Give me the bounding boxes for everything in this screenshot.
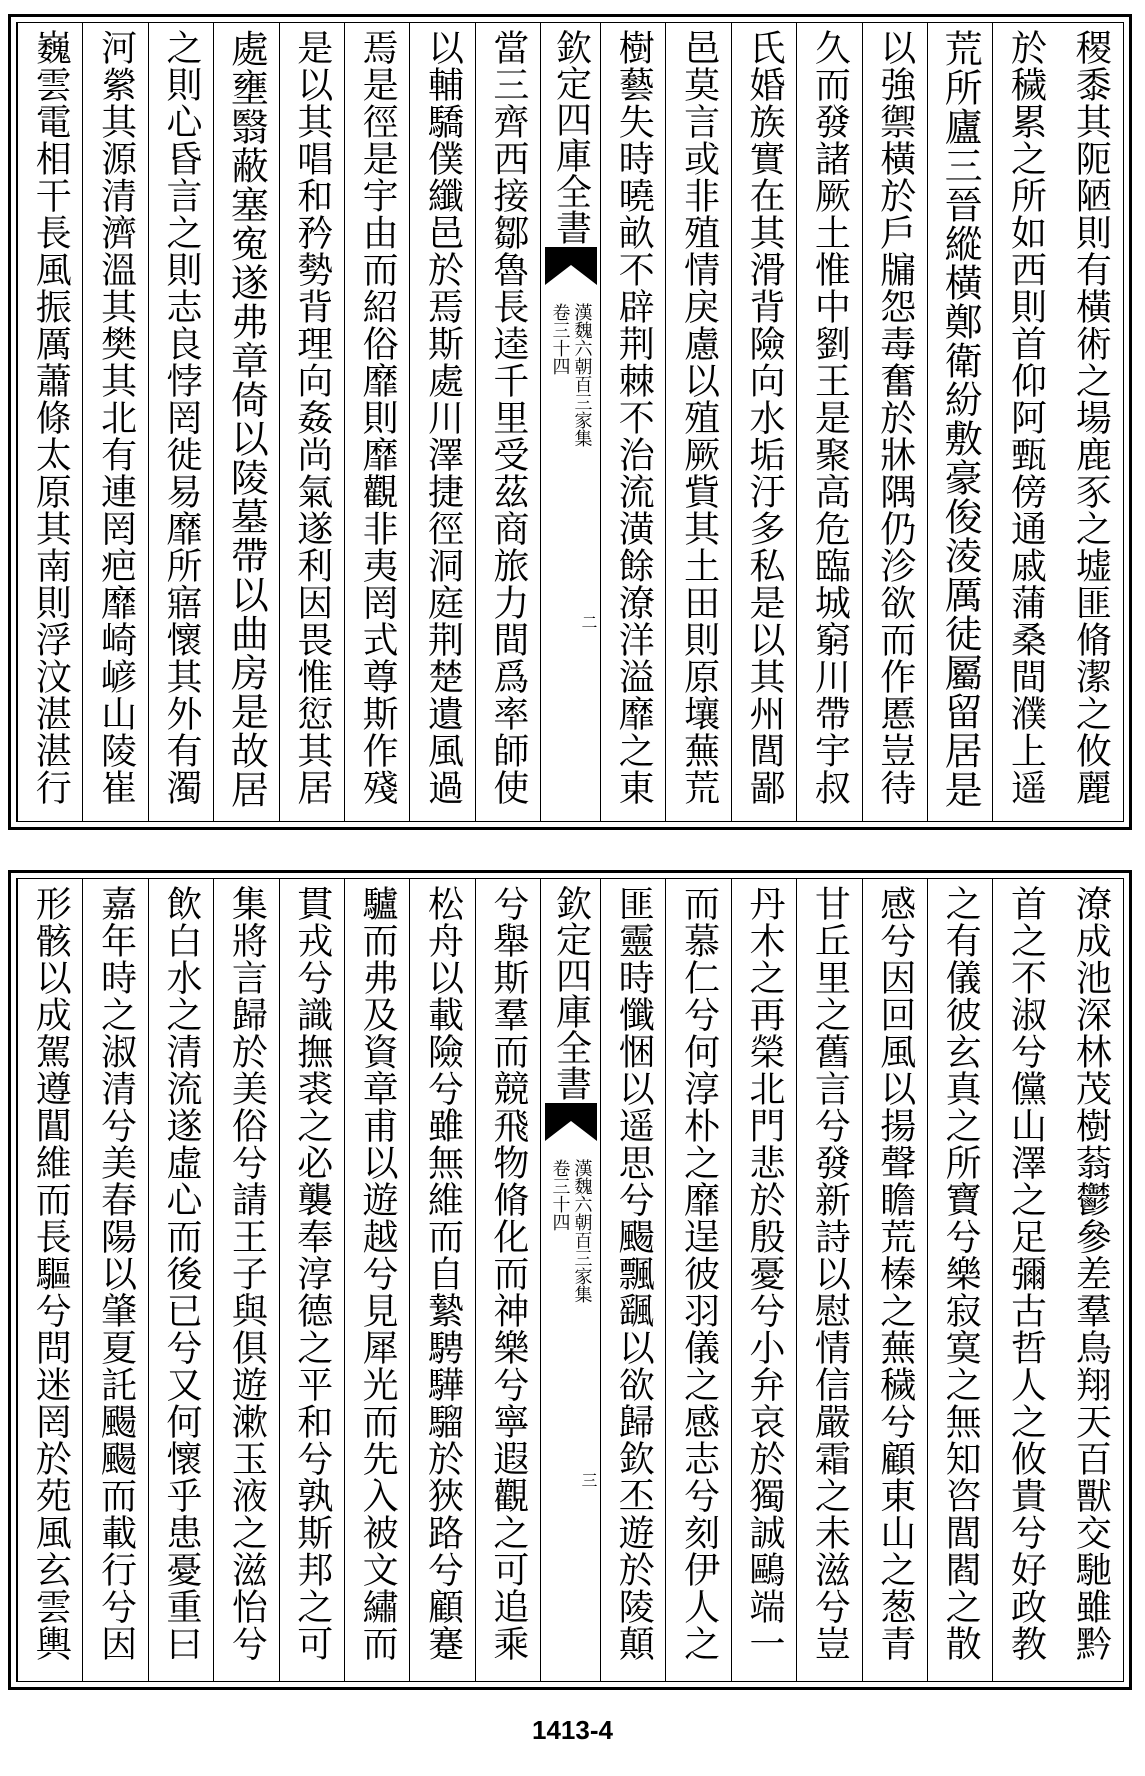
fish-tail-shape bbox=[545, 1103, 597, 1141]
collection-name: 漢魏六朝百三家集 bbox=[571, 1159, 593, 1303]
column-text: 稷黍其阨陋則有橫術之場鹿豕之墟匪脩潔之攸麗 bbox=[1070, 29, 1112, 806]
column-text: 而慕仁兮何淳朴之靡逞彼羽儀之感志兮刻伊人之 bbox=[678, 885, 720, 1662]
top-page-frame bbox=[16, 22, 1124, 822]
column-text: 以強禦橫於戶牖怨毒奮於牀隅仍沴欲而作慝豈待 bbox=[874, 29, 916, 806]
page-number: 1413-4 bbox=[532, 1715, 613, 1745]
text-column bbox=[992, 879, 1057, 1681]
center-fold-column bbox=[540, 23, 600, 821]
volume-info bbox=[545, 303, 596, 447]
text-column bbox=[475, 879, 540, 1681]
center-fold-column bbox=[540, 879, 600, 1681]
text-column bbox=[862, 23, 927, 821]
text-column bbox=[1058, 879, 1123, 1681]
text-column bbox=[213, 879, 278, 1681]
column-text: 氏婚族實在其滑背險向水垢汙多私是以其州閭鄙 bbox=[743, 29, 785, 806]
column-text: 飲白水之清流遂虛心而後已兮又何懷乎患憂重曰 bbox=[160, 885, 202, 1662]
column-text: 樹藝失時曉畝不辟荆棘不治流潢餘潦洋溢靡之東 bbox=[613, 29, 655, 806]
text-column bbox=[665, 879, 730, 1681]
column-text: 荒所廬三晉縱橫鄭衛紛敷豪俊淩厲徒屬留居是 bbox=[938, 29, 983, 809]
bottom-page bbox=[8, 870, 1132, 1690]
bottom-page-frame bbox=[16, 878, 1124, 1682]
column-text: 集將言歸於美俗兮請王子與俱遊漱玉液之滋怡兮 bbox=[226, 885, 268, 1662]
text-column bbox=[82, 879, 147, 1681]
text-column bbox=[796, 879, 861, 1681]
column-text: 久而發諸厥土惟中劉王是聚高危臨城窮川帶宇叔 bbox=[809, 29, 851, 806]
column-text: 之有儀彼玄真之所寶兮樂寂寞之無知咨閭閻之散 bbox=[940, 885, 982, 1662]
column-text: 巍雲電相干長風振厲蕭條太原其南則浮汶湛湛行 bbox=[30, 29, 72, 806]
book-title: 欽定四庫全書 bbox=[550, 885, 592, 1101]
column-text: 形骸以成駕遵閶維而長驅兮問迷罔於苑風玄雲輿 bbox=[30, 885, 72, 1662]
column-text: 當三齊西接鄒魯長逵千里受茲商旅力間爲率師使 bbox=[487, 29, 529, 806]
column-text: 河縈其源清濟溫其樊其北有連罔疤靡崎嵃山陵崔 bbox=[95, 29, 137, 806]
column-text: 潦成池深林茂樹蓊鬱參差羣鳥翔天百獸交馳雖黔 bbox=[1070, 885, 1112, 1662]
column-text: 感兮因回風以揚聲瞻荒榛之蕪穢兮顧東山之葱青 bbox=[874, 885, 916, 1662]
text-column bbox=[409, 23, 474, 821]
column-text: 松舟以載險兮雖無維而自縶騁驊騮於狹路兮顧蹇 bbox=[422, 885, 464, 1662]
collection-name: 漢魏六朝百三家集 bbox=[571, 303, 593, 447]
text-column bbox=[600, 879, 665, 1681]
leaf-number: 三 bbox=[579, 1472, 598, 1489]
text-column bbox=[344, 23, 409, 821]
column-text: 驢而弗及資章甫以遊越兮見犀光而先入被文繡而 bbox=[357, 885, 399, 1662]
text-column bbox=[665, 23, 730, 821]
text-column bbox=[409, 879, 474, 1681]
text-column bbox=[344, 879, 409, 1681]
column-text: 丹木之再榮北門悲於殷憂兮小弁哀於獨誠鷗端一 bbox=[743, 885, 785, 1662]
text-column bbox=[279, 879, 344, 1681]
text-column bbox=[17, 23, 82, 821]
column-text: 匪靈時懺悃以遥思兮颺飄颻以欲歸欽丕遊於陵顛 bbox=[613, 885, 655, 1662]
fish-tail-shape bbox=[545, 247, 597, 285]
text-column bbox=[148, 879, 213, 1681]
column-text: 貫戎兮識撫裘之必襲奉淳德之平和兮孰斯邦之可 bbox=[291, 885, 333, 1662]
column-text: 邑莫言或非殖情戾慮以殖厥貲其土田則原壤蕪荒 bbox=[678, 29, 720, 806]
text-column bbox=[796, 23, 861, 821]
text-column bbox=[927, 23, 992, 821]
top-page bbox=[8, 14, 1132, 830]
column-text: 兮舉斯羣而競飛物脩化而神樂兮寧遐觀之可追乘 bbox=[487, 885, 529, 1662]
text-column bbox=[1058, 23, 1123, 821]
text-column bbox=[992, 23, 1057, 821]
juan-number: 卷三十四 bbox=[549, 1159, 571, 1231]
juan-number: 卷三十四 bbox=[549, 303, 571, 375]
text-column bbox=[475, 23, 540, 821]
leaf-number: 二 bbox=[579, 613, 598, 630]
text-column bbox=[731, 23, 796, 821]
column-text: 焉是徑是宇由而紹俗靡則靡觀非夷罔式尊斯作殘 bbox=[357, 29, 399, 806]
column-text: 甘丘里之舊言兮發新詩以慰情信嚴霜之未滋兮豈 bbox=[809, 885, 851, 1662]
volume-info bbox=[545, 1159, 596, 1303]
text-column bbox=[731, 879, 796, 1681]
text-column bbox=[17, 879, 82, 1681]
text-column bbox=[82, 23, 147, 821]
text-column bbox=[927, 879, 992, 1681]
column-text: 之則心昏言之則志良悖罔徙易靡所寤懷其外有濁 bbox=[160, 29, 202, 806]
column-text: 首之不淑兮儻山澤之足彌古哲人之攸貴兮好政教 bbox=[1005, 885, 1047, 1662]
fish-tail-mark bbox=[541, 245, 600, 285]
column-text: 於穢累之所如西則首仰阿甄傍通戚蒲桑間濮上遥 bbox=[1005, 29, 1047, 806]
book-title: 欽定四庫全書 bbox=[550, 29, 592, 245]
text-column bbox=[862, 879, 927, 1681]
column-text: 以輔驕僕纖邑於焉斯處川澤捷徑洞庭荆楚遺風過 bbox=[422, 29, 464, 806]
text-column bbox=[213, 23, 278, 821]
column-text: 是以其唱和矜勢背理向姦尚氣遂利因畏惟愆其居 bbox=[291, 29, 333, 806]
fish-tail-mark bbox=[541, 1101, 600, 1141]
column-text: 處壅翳蔽塞寃遂弗章倚以陵墓帶以曲房是故居 bbox=[224, 29, 269, 809]
text-column bbox=[279, 23, 344, 821]
text-column bbox=[600, 23, 665, 821]
text-column bbox=[148, 23, 213, 821]
column-text: 嘉年時之淑清兮美春陽以肇夏託颺颺而載行兮因 bbox=[95, 885, 137, 1662]
